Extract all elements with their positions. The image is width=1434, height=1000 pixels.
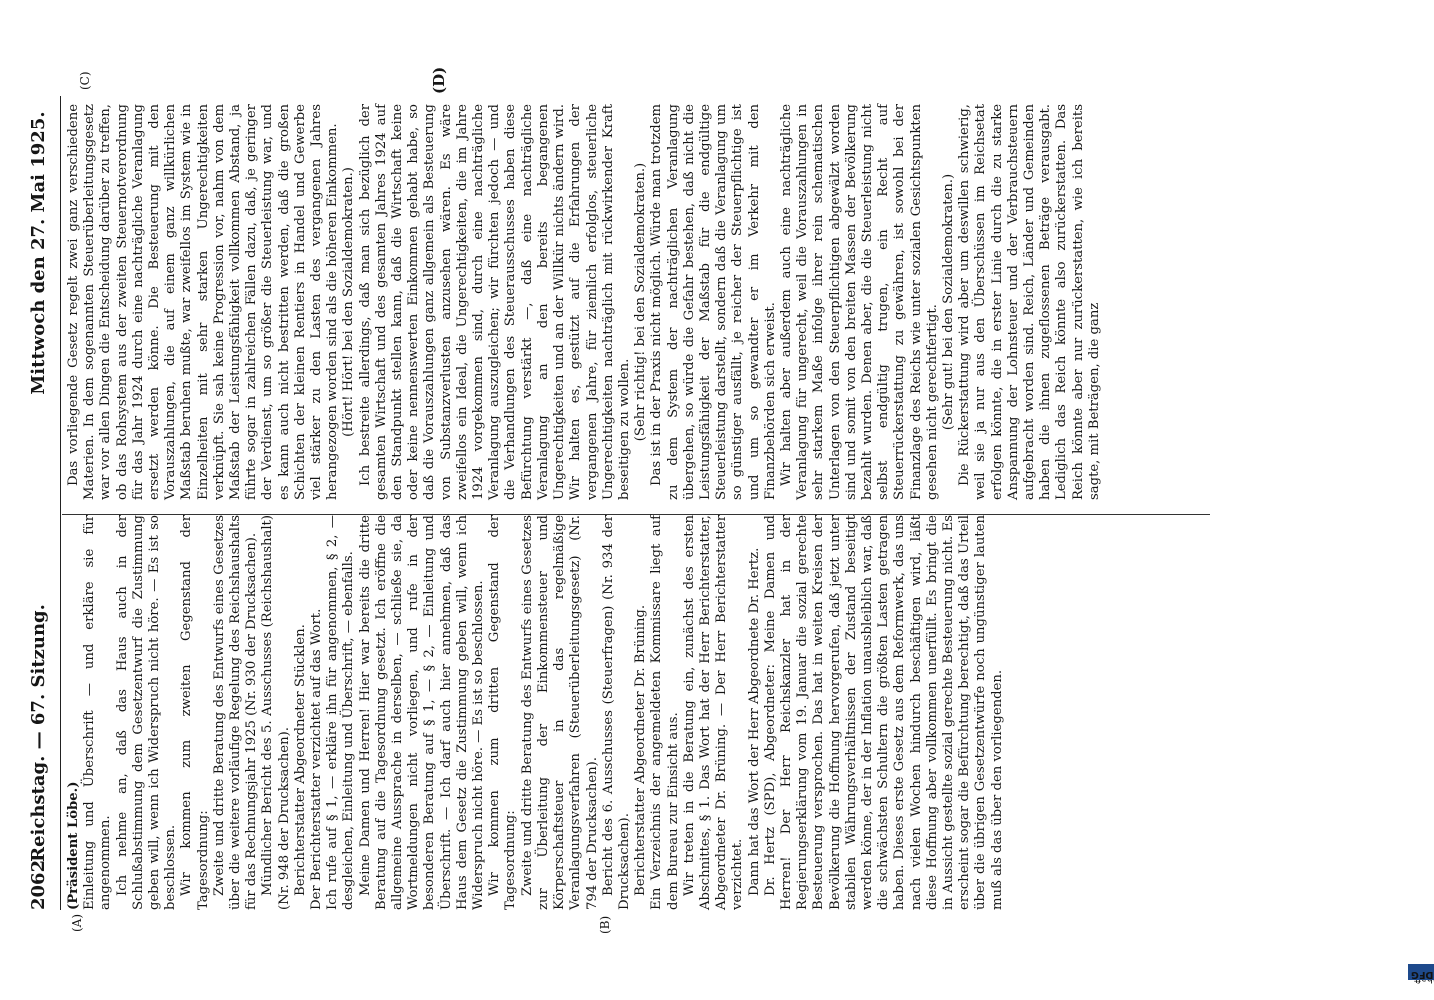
dfg-logo: DFG — [1408, 964, 1434, 980]
agenda-item: Zweite und dritte Beratung des Entwurfs eines Gesetzes über die weitere vorläufige Regelung des Reichshaushalts für das Rechnungsjahr 1925 (Nr. 930 der Drucksachen). — [211, 515, 260, 910]
page-number: 2062 — [28, 859, 49, 910]
margin-marker-d: (D) — [430, 66, 448, 94]
speech-paragraph: Wir halten aber außerdem auch eine nachträgliche Veranlagung für ungerecht, weil die Vorauszahlungen in sehr starkem Maße infolge ihrer rein schematischen Unterlagen von den Steuerpflichtigen abgewälzt worden sind und somit von den breiten Massen der Bevölkerung bezahlt wurden. Denen aber, die die Steuerleistung nicht selbst endgültig trugen, ein Recht auf Steuerrückerstattung zu gewähren, ist sowohl bei der Finanzlage des Reichs wie unter sozialen Gesichtspunkten gesehen nicht gerechtfertigt. — [778, 104, 940, 500]
speech: Dr. Hertz (SPD), Abgeordneter: Meine Damen und Herren! Der Herr Reichskanzler hat in der Regierungserklärung vom 19. Januar die sozial gerechte Besteuerung versprochen. Das hat in weiten Kreisen der Bevölkerung die Hoffnung hervorgerufen, daß jetzt unter stabilen Währungsverhältnissen der Zustand beseitigt werden könne, der in der Inflation unausbleiblich war, daß die schwächsten Schultern die größten Lasten getragen haben. Dieses erste Gesetz aus dem Reformwerk, das uns nach vielen Wochen hindurch beschäftigen wird, läßt diese Hoffnung aber vollkommen unerfüllt. Es bringt die in Aussicht gestellte sozial gerechte Besteuerung nicht. Es erscheint sogar die Befürchtung berechtigt, daß das Urteil über die übrigen Gesetzentwürfe noch ungünstiger lauten muß als das über den vorliegenden. — [762, 515, 1005, 910]
paragraph: Berichterstatter Abgeordneter Dr. Brüning. — [633, 604, 649, 896]
paragraph: Wir kommen zum zweiten Gegenstand der Tagesordnung: — [179, 515, 211, 910]
paragraph: Einleitung und Überschrift — und erkläre sie für angenommen. — [82, 515, 114, 910]
agenda-item: Zweite und dritte Beratung des Entwurfs eines Gesetzes zur Überleitung der Einkommensteuer und Körperschaftsteuer in das regelmäßige Veranlagungsverfahren (Steuerüberleitungsgesetz) (Nr. 794 der Drucksachen). — [519, 515, 600, 910]
digitization-credit — [1412, 10, 1434, 990]
paragraph: Dann hat das Wort der Herr Abgeordnete Dr. Hertz. — [746, 547, 762, 896]
margin-marker-a: (A) — [70, 913, 84, 932]
paragraph: Ich nehme an, daß das Haus auch in der Schlußabstimmung dem Gesetzentwurf die Zustimmung geben will, wenn ich Widerspruch nicht höre. — Es ist so beschlossen. — [114, 515, 179, 910]
paragraph: Ein Verzeichnis der angemeldeten Kommissare liegt auf dem Bureau zur Einsicht aus. — [649, 515, 681, 910]
interjection: (Hört! Hört! bei den Sozialdemokraten.) — [341, 167, 357, 437]
paragraph: Ich rufe auf § 1, — erkläre ihn für angenommen, § 2, — desgleichen, Einleitung und Überschrift, — ebenfalls. — [325, 515, 357, 910]
interjection: (Sehr richtig! bei den Sozialdemokraten.) — [633, 162, 649, 442]
margin-marker-b: (B) — [598, 915, 612, 934]
speech-paragraph: Die Rückerstattung wird aber um deswillen schwierig, weil sie ja nur aus den Überschüssen im Reichsetat erfolgen könnte, die in erster Linie durch die zu starke Anspannung der Lohnsteuer und der Verbrauchsteuern aufgebracht worden sind. Reich, Länder und Gemeinden haben die ihnen zugeflossenen Beträge verausgabt. Lediglich das Reich könnte also zurückerstatten. Das Reich könnte aber nur zurückerstatten, wie ich bereits sagte, mit Beträgen, die ganz — [957, 104, 1102, 500]
text-column-left — [66, 515, 1006, 910]
header-title-right: Mittwoch den 27. Mai 1925. — [28, 111, 49, 395]
header-rule — [60, 96, 61, 910]
text-column-right — [66, 104, 1103, 500]
page-header — [28, 96, 56, 910]
paragraph: Wir treten in die Beratung ein, zunächst des ersten Abschnittes, § 1. Das Wort hat der Herr Berichterstatter, Abgeordneter Dr. Brüning. — Der Herr Berichterstatter verzichtet. — [681, 515, 746, 910]
interjection: (Sehr gut! bei den Sozialdemokraten.) — [940, 173, 956, 431]
paragraph: Bericht des 6. Ausschusses (Steuerfragen) (Nr. 934 der Drucksachen). — [600, 515, 632, 910]
paragraph: Mündlicher Bericht des 5. Ausschusses (Reichshaushalt) (Nr. 948 der Drucksachen). — [260, 515, 292, 910]
speech-paragraph: Das ist in der Praxis nicht möglich. Würde man trotzdem zu dem System der nachträglichen Veranlagung übergehen, so würde die Gefahr bestehen, daß nicht die Leistungsfähigkeit der Maßstab für die endgültige Steuerleistung darstellt, sondern daß die Veranlagung um so günstiger ausfällt, je reicher der Steuerpflichtige ist und um so gewandter er im Verkehr mit den Finanzbehörden sich erweist. — [649, 104, 778, 500]
paragraph: Wir kommen zum dritten Gegenstand der Tagesordnung: — [487, 515, 519, 910]
margin-marker-c: (C) — [78, 71, 92, 90]
speech-paragraph: Ich bestreite allerdings, daß man sich bezüglich der gesamten Wirtschaft und des gesamten Jahres 1924 auf den Standpunkt stellen kann, daß die Wirtschaft keine oder keine nennenswerten Einkommen gehabt habe, so daß die Vorauszahlungen ganz allgemein als Besteuerung von Substanzverlusten anzusehen wären. Es wäre zweifellos ein Ideal, die Ungerechtigkeiten, die im Jahre 1924 vorgekommen sind, durch eine nachträgliche Veranlagung auszugleichen; wir fürchten jedoch — und die Verhandlungen des Steuerausschusses haben diese Befürchtung verstärkt —, daß eine nachträgliche Veranlagung an den bereits begangenen Ungerechtigkeiten und an der Willkür nichts ändern wird. Wir halten es, gestützt auf die Erfahrungen der vergangenen Jahre, für ziemlich erfolglos, steuerliche Ungerechtigkeiten nachträglich mit rückwirkender Kraft beseitigen zu wollen. — [357, 104, 632, 500]
paragraph: Meine Damen und Herren! Hier war bereits die dritte Beratung auf die Tagesordnung gesetzt. Ich eröffne die allgemeine Aussprache in derselben, — schließe sie, da Wortmeldungen nicht vorliegen, und rufe in der besonderen Beratung auf § 1, — § 2, — Einleitung und Überschrift. — Ich darf auch hier annehmen, daß das Haus dem Gesetz die Zustimmung geben will, wenn ich Widerspruch nicht höre. — Es ist so beschlossen. — [357, 515, 487, 910]
paragraph: Der Berichterstatter verzichtet auf das Wort. — [309, 608, 325, 910]
paragraph: Berichterstatter Abgeordneter Stücklen. — [292, 624, 308, 896]
speech-paragraph: Das vorliegende Gesetz regelt zwei ganz verschiedene Materien. In dem sogenannten Steuerüberleitungsgesetz war vor allen Dingen die Entscheidung darüber zu treffen, ob das Rohsystem aus der zweiten Steuernotverordnung für das Jahr 1924 durch eine nachträgliche Veranlagung ersetzt werden könne. Die Besteuerung mit den Vorauszahlungen, die auf einem ganz willkürlichen Maßstab beruhen mußte, war zweifellos im System wie in Einzelheiten mit sehr starken Ungerechtigkeiten verknüpft. Sie sah keine Progression vor, nahm von dem Maßstab der Leistungsfähigkeit vollkommen Abstand, ja führte sogar in zahlreichen Fällen dazu, daß, je geringer der Verdienst, um so größer die Steuerleistung war, und es kann auch nicht bestritten werden, daß die großen Schichten der kleinen Rentiers in Handel und Gewerbe viel stärker zu den Lasten des vergangenen Jahres herangezogen worden sind als die höheren Einkommen. — [66, 104, 341, 500]
header-title-left: Reichstag. — 67. Sitzung. — [28, 604, 49, 862]
speaker-note: (Präsident Löbe.) — [66, 781, 81, 910]
